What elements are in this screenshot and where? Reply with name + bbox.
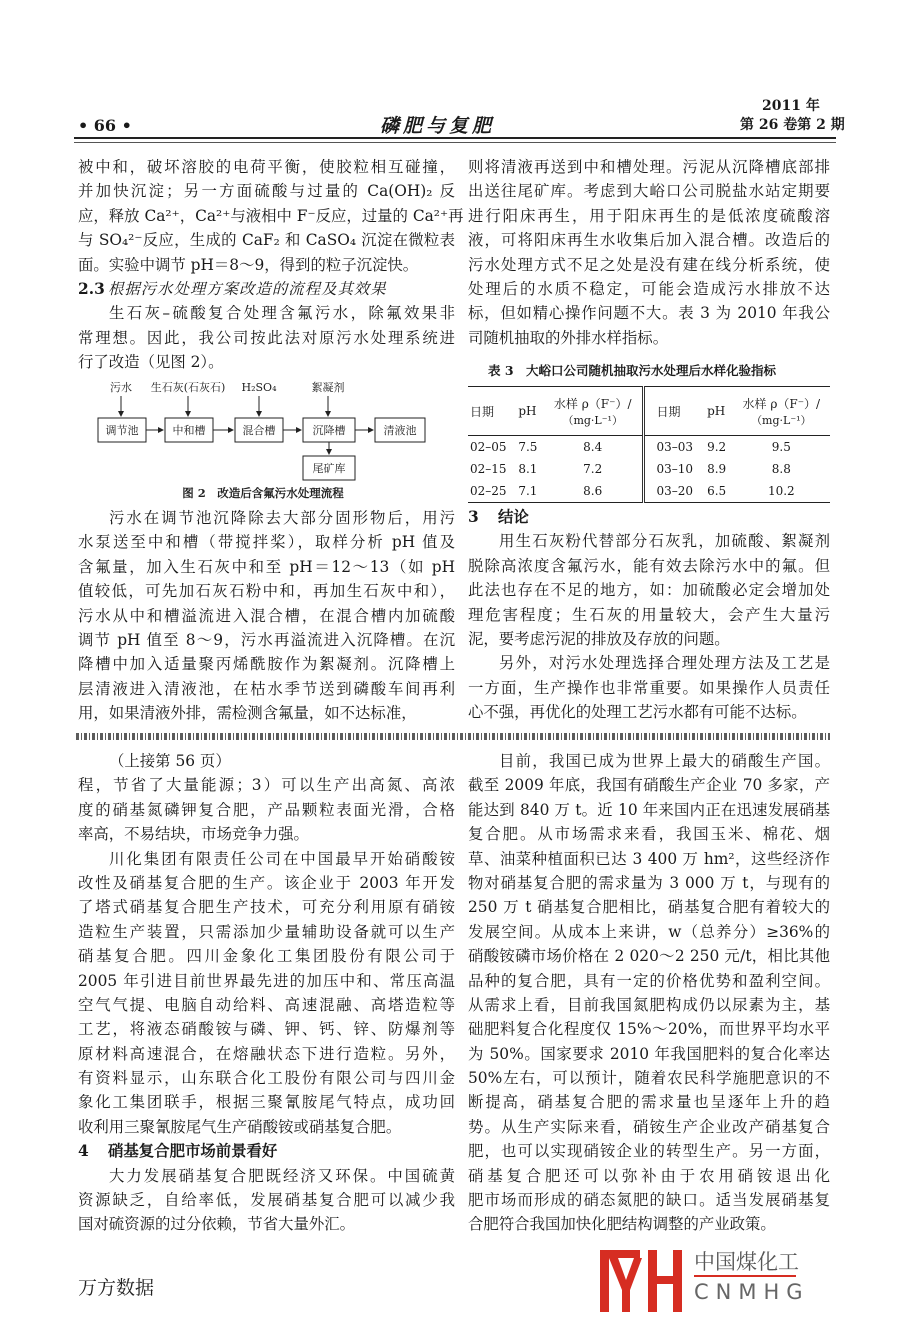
box-neutralization-tank: 中和槽: [172, 424, 206, 437]
paragraph-line: 心不强，再优化的处理工艺污水都有可能不达标。: [468, 703, 807, 722]
paragraph-line: 程，节省了大量能源；3）可以生产出高氮、高浓: [78, 776, 455, 795]
table-title: 表 3 大峪口公司随机抽取污水处理后水样化验指标: [488, 363, 777, 378]
paragraph-line: 硝基复合肥还可以弥补由于农用硝铵退出化: [468, 1166, 830, 1185]
paragraph-line: 川化集团有限责任公司在中国最早开始硝酸铵: [109, 849, 455, 868]
header-rule: [74, 137, 836, 143]
paragraph-line: 有资料显示，山东联合化工股份有限公司与四川金: [78, 1069, 455, 1088]
table-cell: 8.6: [544, 480, 643, 503]
table-cell: 8.1: [518, 462, 538, 476]
table-cell: 7.2: [544, 458, 643, 480]
paragraph-line: 污水从中和槽溢流进入混合槽，在混合槽内加硫酸: [78, 606, 455, 625]
paragraph-line: 品种的复合肥，具有一定的价格优势和盈利空间。: [468, 971, 830, 990]
paragraph-line: 大力发展硝基复合肥既经济又环保。中国硫黄: [109, 1166, 455, 1185]
box-settling-tank: 沉降槽: [312, 424, 346, 437]
paragraph-line: 此法也存在不足的地方，如：加硫酸必定会增加处: [468, 581, 830, 600]
table-cell: 9.2: [707, 440, 727, 454]
paragraph-line: 用，如果清液外排，需检测含氟量，如不达标准，: [78, 704, 417, 723]
box-mixing-tank: 混合槽: [242, 424, 276, 437]
flow-diagram: [78, 376, 458, 504]
paragraph-line: 司随机抽取的外排水样指标。: [468, 328, 669, 347]
paragraph-line: 脱除高浓度含氟污水，能有效去除污水中的氟。但: [468, 556, 830, 575]
paragraph-line: 资源缺乏，自给率低，发展硝基复合肥可以减少我: [78, 1191, 455, 1210]
paragraph-line: 面。实验中调节 pH＝8～9，得到的粒子沉淀快。: [78, 255, 419, 274]
paragraph-line: 调节 pH 值至 8～9，污水再溢流进入沉降槽。在沉: [78, 630, 455, 649]
left-column-bottom: [78, 749, 455, 1237]
paragraph-line: 工艺，将液态硝酸铵与磷、钾、钙、锌、防爆剂等: [78, 1020, 455, 1039]
section-number: 2.3: [78, 279, 105, 298]
journal-title: 磷肥与复肥: [380, 115, 496, 137]
paragraph-line: 度的硝基氮磷钾复合肥，产品颗粒表面光滑，合格: [78, 800, 455, 819]
section-number: 4: [78, 1142, 89, 1161]
col-fluoride-unit-2: （mg·L⁻¹）: [751, 413, 812, 427]
figure-caption: 图 2 改造后含氟污水处理流程: [182, 486, 344, 500]
paragraph-line: 硝酸铵磷市场价格在 2 020～2 250 元/t，相比其他: [468, 947, 830, 966]
paragraph-line: 复合肥。从市场需求来看，我国玉米、棉花、烟: [468, 825, 830, 844]
paragraph-line: 与 SO₄²⁻反应，生成的 CaF₂ 和 CaSO₄ 沉淀在微粒表: [78, 231, 455, 250]
box-clear-liquid-tank: 清液池: [383, 424, 417, 437]
paragraph-line: 并加快沉淀；另一方面硫酸与过量的 Ca(OH)₂ 反: [78, 182, 455, 201]
section-heading: [78, 277, 455, 301]
section-title: 结论: [498, 508, 529, 526]
paragraph-line: 从需求上看，目前我国氮肥构成仍以尿素为主，基: [468, 995, 830, 1014]
table-cell: 6.5: [707, 484, 727, 498]
paragraph-line: 率高，不易结块，市场竞争力强。: [78, 825, 309, 844]
table-cell: 8.9: [707, 462, 727, 476]
issue-year: 2011 年: [762, 98, 820, 114]
paragraph-line: 水泵送至中和槽（带搅拌桨），取样分析 pH 值及: [78, 533, 455, 552]
paragraph-line: 硝基复合肥。四川金象化工集团股份有限公司于: [78, 947, 455, 966]
box-tailings: 尾矿库: [312, 462, 346, 475]
paragraph-line: 合肥符合我国加快化肥结构调整的产业政策。: [468, 1215, 776, 1234]
col-ph: pH: [516, 387, 544, 436]
right-column-top: [468, 155, 830, 350]
table-header-row: [468, 387, 830, 436]
paragraph-line: 2005 年引进目前世界最先进的加压中和、常压高温: [78, 971, 455, 990]
paragraph-line: 标，但如精心操作问题不大。表 3 为 2010 年我公: [468, 304, 830, 323]
paragraph-line: 用生石灰粉代替部分石灰乳，加硫酸、絮凝剂: [499, 532, 830, 551]
input-sulfuric-acid: H₂SO₄: [241, 381, 277, 394]
paragraph-line: 行了改造（见图 2）。: [78, 353, 224, 372]
paragraph-line: 污水在调节池沉降除去大部分固形物后，用污: [109, 509, 455, 527]
right-column-conclusion: [468, 505, 830, 725]
table-row: [468, 458, 830, 480]
paragraph-line: 势。从生产实际来看，硝铵生产企业改产硝基复合: [468, 1117, 830, 1136]
paragraph-line: 处理后的水质不稳定，可能会造成污水排放不达: [468, 279, 830, 298]
col-ph-2: pH: [705, 387, 733, 436]
paragraph-line: 截至 2009 年底，我国有硝酸生产企业 70 多家，产: [468, 776, 830, 795]
box-regulating-tank: 调节池: [105, 424, 139, 437]
paragraph-line: 泥，要考虑污泥的排放及存放的问题。: [468, 629, 730, 648]
paragraph-line: 草、油菜种植面积已达 3 400 万 hm²，这些经济作: [468, 849, 830, 868]
table-cell: 8.8: [771, 462, 791, 476]
paragraph-line: 改性及硝基复合肥的生产。该企业于 2003 年开发: [78, 873, 455, 892]
paragraph-line: 降槽中加入适量聚丙烯酰胺作为絮凝剂。沉降槽上: [78, 655, 455, 674]
paragraph-line: 理危害程度；生石灰的用量较大，会产生大量污: [468, 605, 830, 624]
paragraph-line: 250 万 t 硝基复合肥相比，硝基复合肥有着较大的: [468, 898, 830, 917]
paragraph-line: 则将清液再送到中和槽处理。污泥从沉降槽底部排: [468, 158, 830, 176]
paragraph-line: 造粒生产装置，只需添加少量辅助设备就可以生产: [78, 922, 455, 941]
paragraph-line: 一方面，生产操作也非常重要。如果操作人员责任: [468, 678, 830, 697]
input-wastewater: 污水: [110, 381, 132, 394]
right-column-bottom: [468, 749, 830, 1237]
paragraph-line: 空气气提、电脑自动给料、高速混融、高塔造粒等: [78, 995, 455, 1014]
table-cell: 9.5: [771, 440, 791, 454]
paragraph-line: 生石灰–硫酸复合处理含氟污水，除氟效果非: [109, 304, 455, 323]
watermark-cn: 中国煤化工: [694, 1250, 799, 1274]
table-cell: 03–03: [656, 440, 694, 454]
paragraph-line: 了塔式硝基复合肥生产技术，可充分利用原有硝铵: [78, 898, 455, 917]
paragraph-line: 象化工集团联手，根据三聚氰胺尾气特点，成功回: [78, 1093, 455, 1112]
paragraph-line: 层清液进入清液池，在枯水季节送到磷酸车间再利: [78, 679, 455, 698]
cnmhg-logo-icon: [600, 1250, 682, 1312]
section-number: 3: [468, 508, 479, 526]
col-fluoride-2: [733, 387, 830, 436]
paragraph-line: 出送往尾矿库。考虑到大峪口公司脱盐水站定期要: [468, 182, 830, 201]
paragraph-line: 污水处理方式不足之处是没有建在线分析系统，使: [468, 255, 830, 274]
paragraph-line: 被中和，破坏溶胶的电荷平衡，使胶粒相互碰撞，: [78, 158, 455, 176]
page-number: • 66 •: [78, 116, 132, 135]
col-date: 日期: [468, 387, 516, 436]
paragraph-line: 肥市场而形成的硝态氮肥的缺口。适当发展硝基复: [468, 1191, 830, 1210]
paragraph-line: 物对硝基复合肥的需求量为 3 000 万 t，与现有的: [468, 873, 830, 892]
input-quicklime: 生石灰(石灰石): [150, 381, 226, 394]
paragraph-line: 原材料高速混合，在熔融状态下进行造粒。另外，: [78, 1044, 455, 1063]
col-fluoride-label: 水样 ρ（F⁻）/: [553, 396, 632, 411]
col-fluoride-unit: （mg·L⁻¹）: [562, 413, 623, 427]
table-cell: 02–15: [470, 462, 507, 476]
watermark-rule: [694, 1275, 796, 1277]
paragraph-line: 收利用三聚氰胺尾气生产硝酸铵或硝基复合肥。: [78, 1117, 402, 1136]
col-fluoride: [544, 387, 643, 436]
table-cell: 03–20: [656, 484, 694, 498]
table-row: [468, 480, 830, 503]
paragraph-line: 础肥料复合化程度仅 15%～20%，而世界平均水平: [468, 1020, 830, 1039]
source-footer: 万方数据: [78, 1277, 155, 1299]
input-flocculant: 絮凝剂: [311, 381, 345, 394]
paragraph-line: 目前，我国已成为世界上最大的硝酸生产国。: [499, 752, 830, 770]
col-fluoride-label-2: 水样 ρ（F⁻）/: [742, 396, 821, 411]
section-heading: [468, 505, 830, 529]
left-column-top: [78, 155, 464, 375]
paragraph-line: 另外，对污水处理选择合理处理方法及工艺是: [499, 654, 830, 673]
section-title: 硝基复合肥市场前景看好: [108, 1142, 278, 1161]
section-title: 根据污水处理方案改造的流程及其效果: [108, 279, 387, 298]
table-row: [468, 436, 830, 459]
section-separator: [76, 733, 830, 740]
paragraph-line: 常理想。因此，我公司按此法对原污水处理系统进: [78, 328, 455, 347]
water-sample-table: [468, 386, 830, 503]
table-cell: 7.1: [518, 484, 538, 498]
paragraph-line: 断提高，硝基复合肥的需求量也呈逐年上升的趋: [468, 1093, 830, 1112]
watermark-en: CNMHG: [694, 1280, 810, 1304]
issue-volume: 第 26 卷第 2 期: [740, 117, 845, 133]
paragraph-line: 含氟量，加入生石灰中和至 pH＝12～13（如 pH: [78, 557, 455, 576]
watermark-logo: [600, 1250, 810, 1314]
paragraph-line: （上接第 56 页）: [109, 752, 231, 770]
paragraph-line: 国对硫资源的过分依赖，节省大量外汇。: [78, 1215, 356, 1234]
paragraph-line: 应，释放 Ca²⁺，Ca²⁺与液相中 F⁻反应，过量的 Ca²⁺再: [78, 206, 464, 225]
paragraph-line: 50%左右，可以预计，随着农民科学施肥意识的不: [468, 1069, 830, 1088]
section-heading: [78, 1139, 455, 1163]
table-cell: 10.2: [767, 484, 795, 498]
paragraph-line: 为 50%。国家要求 2010 年我国肥料的复合化率达: [468, 1044, 830, 1063]
table-cell: 8.4: [544, 436, 643, 459]
col-date-2: 日期: [643, 387, 705, 436]
paragraph-line: 发展空间。从成本上来讲，w（总养分）≥36%的: [468, 922, 830, 941]
paragraph-line: 肥，也可以实现硝铵企业的转型生产。另一方面，: [468, 1142, 830, 1161]
paragraph-line: 进行阳床再生，用于阳床再生的是低浓度硫酸溶: [468, 206, 830, 225]
table-cell: 7.5: [518, 440, 538, 454]
paragraph-line: 液，可将阳床再生水收集后加入混合槽。改造后的: [468, 231, 830, 250]
table-cell: 02–05: [470, 440, 507, 454]
left-column-middle: [78, 506, 455, 726]
paragraph-line: 值较低，可先加石灰石粉中和，再加生石灰中和），: [78, 582, 455, 601]
paragraph-line: 能达到 840 万 t。近 10 年来国内正在迅速发展硝基: [468, 800, 830, 819]
table-cell: 02–25: [470, 484, 507, 498]
table-cell: 03–10: [656, 462, 694, 476]
